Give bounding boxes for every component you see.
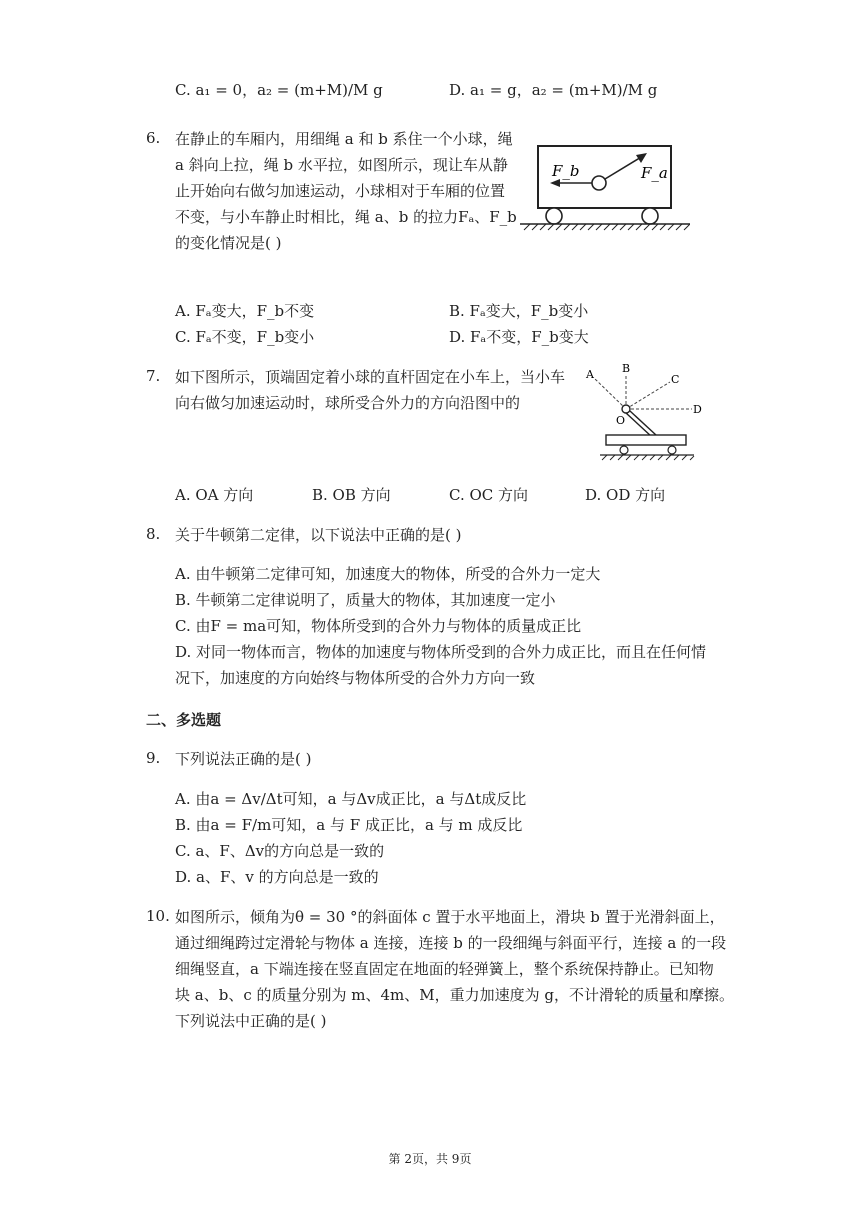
q6-line-1: 在静止的车厢内，用细绳 a 和 b 系住一个小球，绳	[175, 130, 513, 148]
q8-number: 8.	[146, 525, 161, 543]
q9-option-a: A. 由a = Δv/Δt可知，a 与Δv成正比，a 与Δt成反比	[175, 790, 527, 808]
q10-line-2: 通过细绳跨过定滑轮与物体 a 连接，连接 b 的一段细绳与斜面平行，连接 a 的一段	[175, 934, 727, 952]
q6-number: 6.	[146, 129, 161, 147]
q7-line-2: 向右做匀加速运动时，球所受合外力的方向沿图中的	[175, 394, 521, 412]
q6-figure-cart	[520, 138, 690, 238]
q9-number: 9.	[146, 749, 161, 767]
q7-label-o: O	[616, 414, 626, 427]
q8-option-d: D. 对同一物体而言，物体的加速度与物体所受到的合外力成正比，而且在任何情	[175, 643, 707, 661]
q10-line-4: 块 a、b、c 的质量分别为 m、4m、M，重力加速度为 g，不计滑轮的质量和摩擦。	[175, 986, 734, 1004]
q7-option-c: C. OC 方向	[449, 486, 529, 504]
page-footer: 第 2页，共 9页	[388, 1152, 472, 1166]
q7-option-b: B. OB 方向	[312, 486, 391, 504]
q9-option-c: C. a、F、Δv的方向总是一致的	[175, 842, 385, 860]
q6-line-4: 不变，与小车静止时相比，绳 a、b 的拉力Fₐ、F_b	[175, 208, 517, 226]
q10-line-1: 如图所示，倾角为θ = 30 °的斜面体 c 置于水平地面上，滑块 b 置于光滑斜面上，	[175, 908, 725, 926]
q8-option-a: A. 由牛顿第二定律可知，加速度大的物体，所受的合外力一定大	[175, 565, 601, 583]
q7-label-a: A	[586, 368, 594, 381]
q7-line-1: 如下图所示，顶端固定着小球的直杆固定在小车上，当小车	[175, 368, 566, 386]
q9-stem: 下列说法正确的是( )	[175, 750, 312, 768]
section-heading-multiple-choice: 二、多选题	[146, 711, 222, 729]
q6-line-5: 的变化情况是( )	[175, 234, 282, 252]
q8-stem: 关于牛顿第二定律，以下说法中正确的是( )	[175, 526, 462, 544]
q6-line-2: a 斜向上拉，绳 b 水平拉，如图所示，现让车从静	[175, 156, 508, 174]
q9-option-b: B. 由a = F/m可知，a 与 F 成正比，a 与 m 成反比	[175, 816, 523, 834]
q6-line-3: 止开始向右做匀加速运动，小球相对于车厢的位置	[175, 182, 506, 200]
q6-label-fb: F_b	[552, 162, 580, 180]
q6-option-c: C. Fₐ不变，F_b变小	[175, 328, 315, 346]
q6-option-d: D. Fₐ不变，F_b变大	[449, 328, 589, 346]
q8-option-b: B. 牛顿第二定律说明了，质量大的物体，其加速度一定小	[175, 591, 556, 609]
q6-option-b: B. Fₐ变大，F_b变小	[449, 302, 589, 320]
q10-number: 10.	[146, 907, 170, 925]
q8-option-c: C. 由F = ma可知，物体所受到的合外力与物体的质量成正比	[175, 617, 582, 635]
q6-option-a: A. Fₐ变大，F_b不变	[175, 302, 315, 320]
q7-label-c: C	[671, 373, 680, 386]
q9-option-d: D. a、F、v 的方向总是一致的	[175, 868, 379, 886]
q10-line-3: 细绳竖直，a 下端连接在竖直固定在地面的轻弹簧上，整个系统保持静止。已知物	[175, 960, 714, 978]
q5-option-c: C. a₁ = 0，a₂ = (m+M)/M g	[175, 81, 383, 99]
q7-label-d: D	[693, 403, 702, 416]
q7-option-a: A. OA 方向	[175, 486, 254, 504]
q5-option-d: D. a₁ = g，a₂ = (m+M)/M g	[449, 81, 658, 99]
q7-option-d: D. OD 方向	[585, 486, 666, 504]
q7-number: 7.	[146, 367, 161, 385]
q8-option-d-cont: 况下，加速度的方向始终与物体所受的合外力方向一致	[175, 669, 536, 687]
q10-line-5: 下列说法中正确的是( )	[175, 1012, 327, 1030]
q6-label-fa: F_a	[641, 164, 668, 182]
q7-label-b: B	[622, 362, 631, 375]
q7-figure-rod-cart	[580, 362, 710, 466]
